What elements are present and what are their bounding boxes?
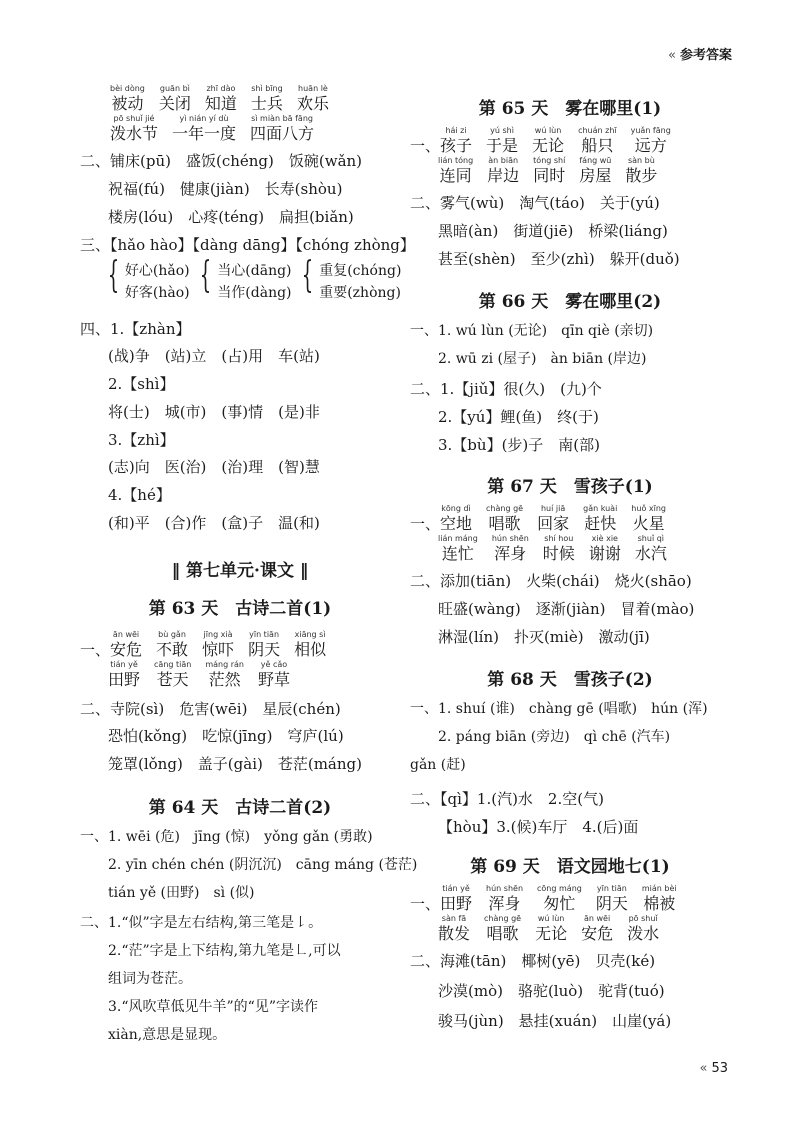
pinyin-word <box>533 156 565 186</box>
exercise-line: 二、1.“似”字是左右结构,第三笔是㇙。 <box>80 915 323 931</box>
hanzi-text: 阴天 <box>595 894 628 913</box>
pinyin-word <box>110 84 145 114</box>
pinyin-text: hái zi <box>445 126 467 135</box>
hanzi-text: 田野 <box>108 670 141 689</box>
word-row: 一、 hái zi 孩子 yú shì 于是 wú lùn 无论 chuán zhī 船只 yuǎn fāng 远方 <box>410 126 685 156</box>
pinyin-word <box>438 534 478 564</box>
word-row <box>110 84 343 114</box>
exercise-line: gǎn (赶) <box>410 757 466 773</box>
lesson-title: 第 63 天 古诗二首(1) <box>148 599 332 619</box>
brace-item: 好心(hǎo) <box>124 263 190 279</box>
hanzi-text: 野草 <box>258 670 291 689</box>
pinyin-text: mián bèi <box>641 884 677 893</box>
hanzi-text: 被动 <box>111 94 144 113</box>
hanzi-text: 泼水节 <box>110 124 159 143</box>
exercise-line: 旺盛(wàng) 逐渐(jiàn) 冒着(mào) <box>438 600 695 618</box>
pinyin-word <box>537 504 569 534</box>
hanzi-text: 时候 <box>542 544 575 563</box>
pinyin-text: shí hou <box>544 534 574 543</box>
pinyin-text: bù gǎn <box>158 630 186 639</box>
chevron-left-icon: « <box>699 1061 708 1076</box>
pinyin-word <box>110 630 142 660</box>
exercise-line: 二、1.【jiǔ】很(久) (九)个 <box>410 380 602 398</box>
pinyin-word <box>596 884 628 914</box>
hanzi-text: 泼水 <box>627 924 660 943</box>
pinyin-text: àn biān <box>488 156 519 165</box>
pinyin-text: guān bì <box>159 84 190 93</box>
page-footer <box>699 1061 728 1076</box>
pinyin-word <box>297 84 329 114</box>
exercise-line: (志)向 医(治) (治)理 (智)慧 <box>108 458 320 476</box>
pinyin-text: huān lè <box>298 84 328 93</box>
hanzi-text: 安危 <box>110 640 143 659</box>
hanzi-text: 匆忙 <box>543 894 576 913</box>
exercise-line: 二、海滩(tān) 椰树(yē) 贝壳(ké) <box>410 952 656 970</box>
pinyin-word <box>154 660 191 690</box>
hanzi-text: 赶快 <box>584 514 617 533</box>
exercise-line: 3.【bù】(步)子 南(部) <box>438 436 600 454</box>
lesson-title: 第 64 天 古诗二首(2) <box>148 798 332 818</box>
exercise-line: 黑暗(àn) 街道(jiē) 桥梁(liáng) <box>438 222 668 240</box>
pinyin-text: cāng tiān <box>154 660 192 669</box>
exercise-line: xiàn,意思是显现。 <box>108 1027 227 1043</box>
pinyin-word <box>251 84 283 114</box>
exercise-line: 组词为苍茫。 <box>108 971 192 987</box>
pinyin-text: shì bīng <box>251 84 283 93</box>
pinyin-text: fáng wū <box>579 156 612 165</box>
pinyin-word <box>543 534 575 564</box>
pinyin-word <box>294 630 326 660</box>
hanzi-text: 关闭 <box>158 94 191 113</box>
pinyin-text: pō shuǐ jié <box>113 114 155 123</box>
exercise-line: 2. páng biān (旁边) qì chē (汽车) <box>438 729 671 745</box>
pinyin-text: yīn tiān <box>596 884 627 893</box>
exercise-line: tián yě (田野) sì (似) <box>108 885 255 901</box>
pinyin-text: chàng gē <box>486 504 524 513</box>
exercise-line: 四、1.【zhàn】 <box>80 320 191 338</box>
pinyin-text: zhī dào <box>206 84 236 93</box>
pinyin-word <box>625 156 657 186</box>
pinyin-text: tóng shí <box>533 156 566 165</box>
pinyin-word <box>202 630 234 660</box>
lesson-title: 第 69 天 语文园地七(1) <box>470 857 670 877</box>
pinyin-word <box>532 126 564 156</box>
lesson-title: 第 68 天 雪孩子(2) <box>487 670 653 690</box>
hanzi-text: 欢乐 <box>296 94 329 113</box>
exercise-line: 2.【yú】鲤(鱼) 终(于) <box>438 408 599 426</box>
word-row: 一、 kōng dì 空地 chàng gē 唱歌 huí jiā 回家 gǎn kuài 赶快 huǒ xīng 火星 <box>410 504 680 534</box>
hanzi-text: 唱歌 <box>486 924 519 943</box>
hanzi-text: 散发 <box>438 924 471 943</box>
pinyin-word <box>631 126 671 156</box>
pinyin-word <box>627 914 659 944</box>
pinyin-word <box>589 534 621 564</box>
lesson-title: 第 67 天 雪孩子(1) <box>487 477 653 497</box>
hanzi-text: 空地 <box>440 514 473 533</box>
pinyin-word <box>487 156 519 186</box>
exercise-line: 淋湿(lín) 扑灭(miè) 激动(jī) <box>438 628 650 646</box>
brace-item: 重复(chóng) <box>319 263 402 279</box>
pinyin-word <box>440 884 472 914</box>
hanzi-text: 连忙 <box>441 544 474 563</box>
pinyin-text: sàn bù <box>627 156 655 165</box>
pinyin-text: yīn tiān <box>249 630 280 639</box>
pinyin-text: sàn fā <box>441 914 467 923</box>
exercise-line: 一、1. shuí (谁) chàng gē (唱歌) hún (浑) <box>410 701 708 717</box>
pinyin-text: jīng xià <box>203 630 233 639</box>
pinyin-text: tián yě <box>110 660 138 669</box>
exercise-line: 祝福(fú) 健康(jiàn) 长寿(shòu) <box>108 180 343 198</box>
hanzi-text: 一年一度 <box>172 124 237 143</box>
exercise-line: (和)平 (合)作 (盒)子 温(和) <box>108 514 320 532</box>
pinyin-text: gǎn kuài <box>583 504 618 513</box>
pinyin-text: yuǎn fāng <box>630 126 671 135</box>
pinyin-word <box>578 126 617 156</box>
pinyin-word <box>635 534 667 564</box>
pinyin-text: máng rán <box>205 660 244 669</box>
hanzi-text: 船只 <box>581 136 614 155</box>
hanzi-text: 浑身 <box>488 894 521 913</box>
exercise-line: 2. wū zi (屋子) àn biān (岸边) <box>438 351 647 367</box>
pinyin-text: sì miàn bā fāng <box>251 114 313 123</box>
pinyin-text: wú lùn <box>534 126 562 135</box>
pinyin-text: wú lùn <box>537 914 565 923</box>
pinyin-text: lián máng <box>438 534 478 543</box>
hanzi-text: 远方 <box>634 136 667 155</box>
hanzi-text: 棉被 <box>643 894 676 913</box>
pinyin-word <box>248 630 280 660</box>
brace-group: { 好心(hǎo) 好客(hào) { 当心(dāng) 当作(dàng) { 重复(chóng) 重要(zhòng) <box>102 260 401 304</box>
pinyin-word <box>484 914 521 944</box>
exercise-line: (战)争 (站)立 (占)用 车(站) <box>108 347 320 365</box>
pinyin-word <box>156 630 188 660</box>
page-number: 53 <box>711 1061 728 1076</box>
hanzi-text: 火星 <box>632 514 665 533</box>
pinyin-text: chuán zhī <box>578 126 617 135</box>
page-header <box>668 44 732 63</box>
pinyin-text: kōng dì <box>441 504 471 513</box>
pinyin-word <box>537 884 582 914</box>
pinyin-text: ān wēi <box>584 914 611 923</box>
word-row-items <box>110 630 340 659</box>
pinyin-text: huǒ xīng <box>631 504 666 513</box>
exercise-line: 二、【qì】1.(汽)水 2.空(气) <box>410 790 604 808</box>
brace-item: 好客(hào) <box>124 285 190 301</box>
hanzi-text: 知道 <box>204 94 237 113</box>
pinyin-word <box>159 84 191 114</box>
exercise-line: 【hòu】3.(候)车厅 4.(后)面 <box>438 818 639 836</box>
pinyin-word <box>108 660 140 690</box>
exercise-line: 3.“风吹草低见牛羊”的“见”字读作 <box>108 999 318 1015</box>
hanzi-text: 连同 <box>439 166 472 185</box>
exercise-line: 二、添加(tiān) 火柴(chái) 烧火(shāo) <box>410 572 692 590</box>
hanzi-text: 于是 <box>486 136 519 155</box>
pinyin-text: yě cǎo <box>260 660 288 669</box>
pinyin-word <box>535 914 567 944</box>
pinyin-text: lián tóng <box>438 156 474 165</box>
exercise-line: 4.【hé】 <box>108 486 171 504</box>
brace-item: 重要(zhòng) <box>319 285 401 301</box>
pinyin-word <box>250 114 314 144</box>
pinyin-word <box>579 156 611 186</box>
pinyin-text: ān wēi <box>112 630 140 639</box>
pinyin-text: bèi dòng <box>110 84 145 93</box>
hanzi-text: 岸边 <box>487 166 520 185</box>
hanzi-text: 不敢 <box>156 640 189 659</box>
pinyin-word <box>581 914 613 944</box>
word-row <box>110 114 328 144</box>
exercise-line: 楼房(lóu) 心疼(téng) 扁担(biǎn) <box>108 208 354 226</box>
exercise-line: 三、【hǎo hào】【dàng dāng】【chóng zhòng】 <box>80 236 415 254</box>
pinyin-text: yú shì <box>490 126 514 135</box>
hanzi-text: 无论 <box>532 136 565 155</box>
pinyin-text: hún shēn <box>486 884 524 893</box>
exercise-line: 将(士) 城(市) (事)情 (是)非 <box>108 403 320 421</box>
word-row-items <box>440 126 685 155</box>
pinyin-word <box>486 884 523 914</box>
exercise-line: 恐怕(kǒng) 吃惊(jīng) 穹庐(lú) <box>108 727 344 745</box>
pinyin-word <box>486 126 518 156</box>
pinyin-text: hún shēn <box>491 534 529 543</box>
word-row <box>108 660 304 690</box>
exercise-line: 二、寺院(sì) 危害(wēi) 星辰(chén) <box>80 700 341 718</box>
pinyin-text: cōng máng <box>537 884 582 893</box>
pinyin-word <box>631 504 666 534</box>
lesson-title: 第 65 天 雾在哪里(1) <box>478 99 662 119</box>
lesson-title: 第 66 天 雾在哪里(2) <box>478 292 662 312</box>
pinyin-text: yì nián yí dù <box>179 114 229 123</box>
hanzi-text: 同时 <box>533 166 566 185</box>
exercise-line: 一、1. wú lùn (无论) qīn qiè (亲切) <box>410 323 654 339</box>
exercise-line: 2.“茫”字是上下结构,第九笔是㇗,可以 <box>108 943 341 959</box>
hanzi-text: 唱歌 <box>488 514 521 533</box>
hanzi-text: 孩子 <box>440 136 473 155</box>
hanzi-text: 惊吓 <box>202 640 235 659</box>
hanzi-text: 士兵 <box>250 94 283 113</box>
hanzi-text: 浑身 <box>494 544 527 563</box>
exercise-line: 笼罩(lǒng) 盖子(gài) 苍茫(máng) <box>108 755 362 773</box>
hanzi-text: 无论 <box>535 924 568 943</box>
brace-item: 当作(dàng) <box>217 285 292 301</box>
pinyin-word <box>486 504 523 534</box>
pinyin-word <box>258 660 290 690</box>
word-row-items <box>440 504 680 533</box>
pinyin-word <box>110 114 158 144</box>
pinyin-word <box>440 504 472 534</box>
pinyin-word <box>205 660 244 690</box>
pinyin-word <box>642 884 677 914</box>
hanzi-text: 谢谢 <box>588 544 621 563</box>
exercise-line: 3.【zhì】 <box>108 431 175 449</box>
word-row <box>438 914 673 944</box>
hanzi-text: 苍天 <box>156 670 189 689</box>
pinyin-word <box>438 914 470 944</box>
pinyin-word <box>440 126 472 156</box>
section-title: 参考答案 <box>679 48 732 63</box>
exercise-line: 2.【shì】 <box>108 375 175 393</box>
unit-title: ‖ 第七单元·课文 ‖ <box>171 561 309 581</box>
exercise-line: 沙漠(mò) 骆驼(luò) 驼背(tuó) <box>438 982 665 1000</box>
pinyin-word <box>583 504 617 534</box>
word-row <box>438 534 681 564</box>
pinyin-text: chàng gē <box>484 914 522 923</box>
hanzi-text: 房屋 <box>579 166 612 185</box>
exercise-line: 二、雾气(wù) 淘气(táo) 关于(yú) <box>410 194 660 212</box>
exercise-line: 一、1. wēi (危) jīng (惊) yǒng gǎn (勇敢) <box>80 829 373 845</box>
word-row: 一、 tián yě 田野 hún shēn 浑身 cōng máng 匆忙 yīn tiān 阴天 mián bèi 棉被 <box>410 884 691 914</box>
hanzi-text: 相似 <box>294 640 327 659</box>
hanzi-text: 回家 <box>537 514 570 533</box>
hanzi-text: 四面八方 <box>250 124 315 143</box>
pinyin-text: shuǐ qì <box>637 534 665 543</box>
pinyin-text: xiè xie <box>591 534 618 543</box>
word-row-items <box>440 884 691 913</box>
exercise-line: 甚至(shèn) 至少(zhì) 躲开(duǒ) <box>438 250 680 268</box>
chevron-left-icon: « <box>668 48 676 63</box>
pinyin-word <box>492 534 529 564</box>
hanzi-text: 田野 <box>440 894 473 913</box>
exercise-line: 二、铺床(pū) 盛饭(chéng) 饭碗(wǎn) <box>80 152 363 170</box>
hanzi-text: 水汽 <box>634 544 667 563</box>
brace-item: 当心(dāng) <box>217 263 292 279</box>
pinyin-text: pō shuǐ <box>628 914 658 923</box>
pinyin-word <box>205 84 237 114</box>
hanzi-text: 安危 <box>581 924 614 943</box>
word-row: 一、 ān wēi 安危 bù gǎn 不敢 jīng xià 惊吓 yīn tiān 阴天 xiāng sì 相似 <box>80 630 340 660</box>
hanzi-text: 散步 <box>625 166 658 185</box>
pinyin-word <box>438 156 473 186</box>
pinyin-text: tián yě <box>442 884 470 893</box>
pinyin-text: xiāng sì <box>294 630 326 639</box>
pinyin-text: huí jiā <box>540 504 566 513</box>
word-row <box>438 156 671 186</box>
exercise-line: 骏马(jùn) 悬挂(xuán) 山崖(yá) <box>438 1012 672 1030</box>
exercise-line: 2. yīn chén chén (阴沉沉) cāng máng (苍茫) <box>108 857 418 873</box>
pinyin-word <box>172 114 236 144</box>
hanzi-text: 阴天 <box>248 640 281 659</box>
hanzi-text: 茫然 <box>208 670 241 689</box>
